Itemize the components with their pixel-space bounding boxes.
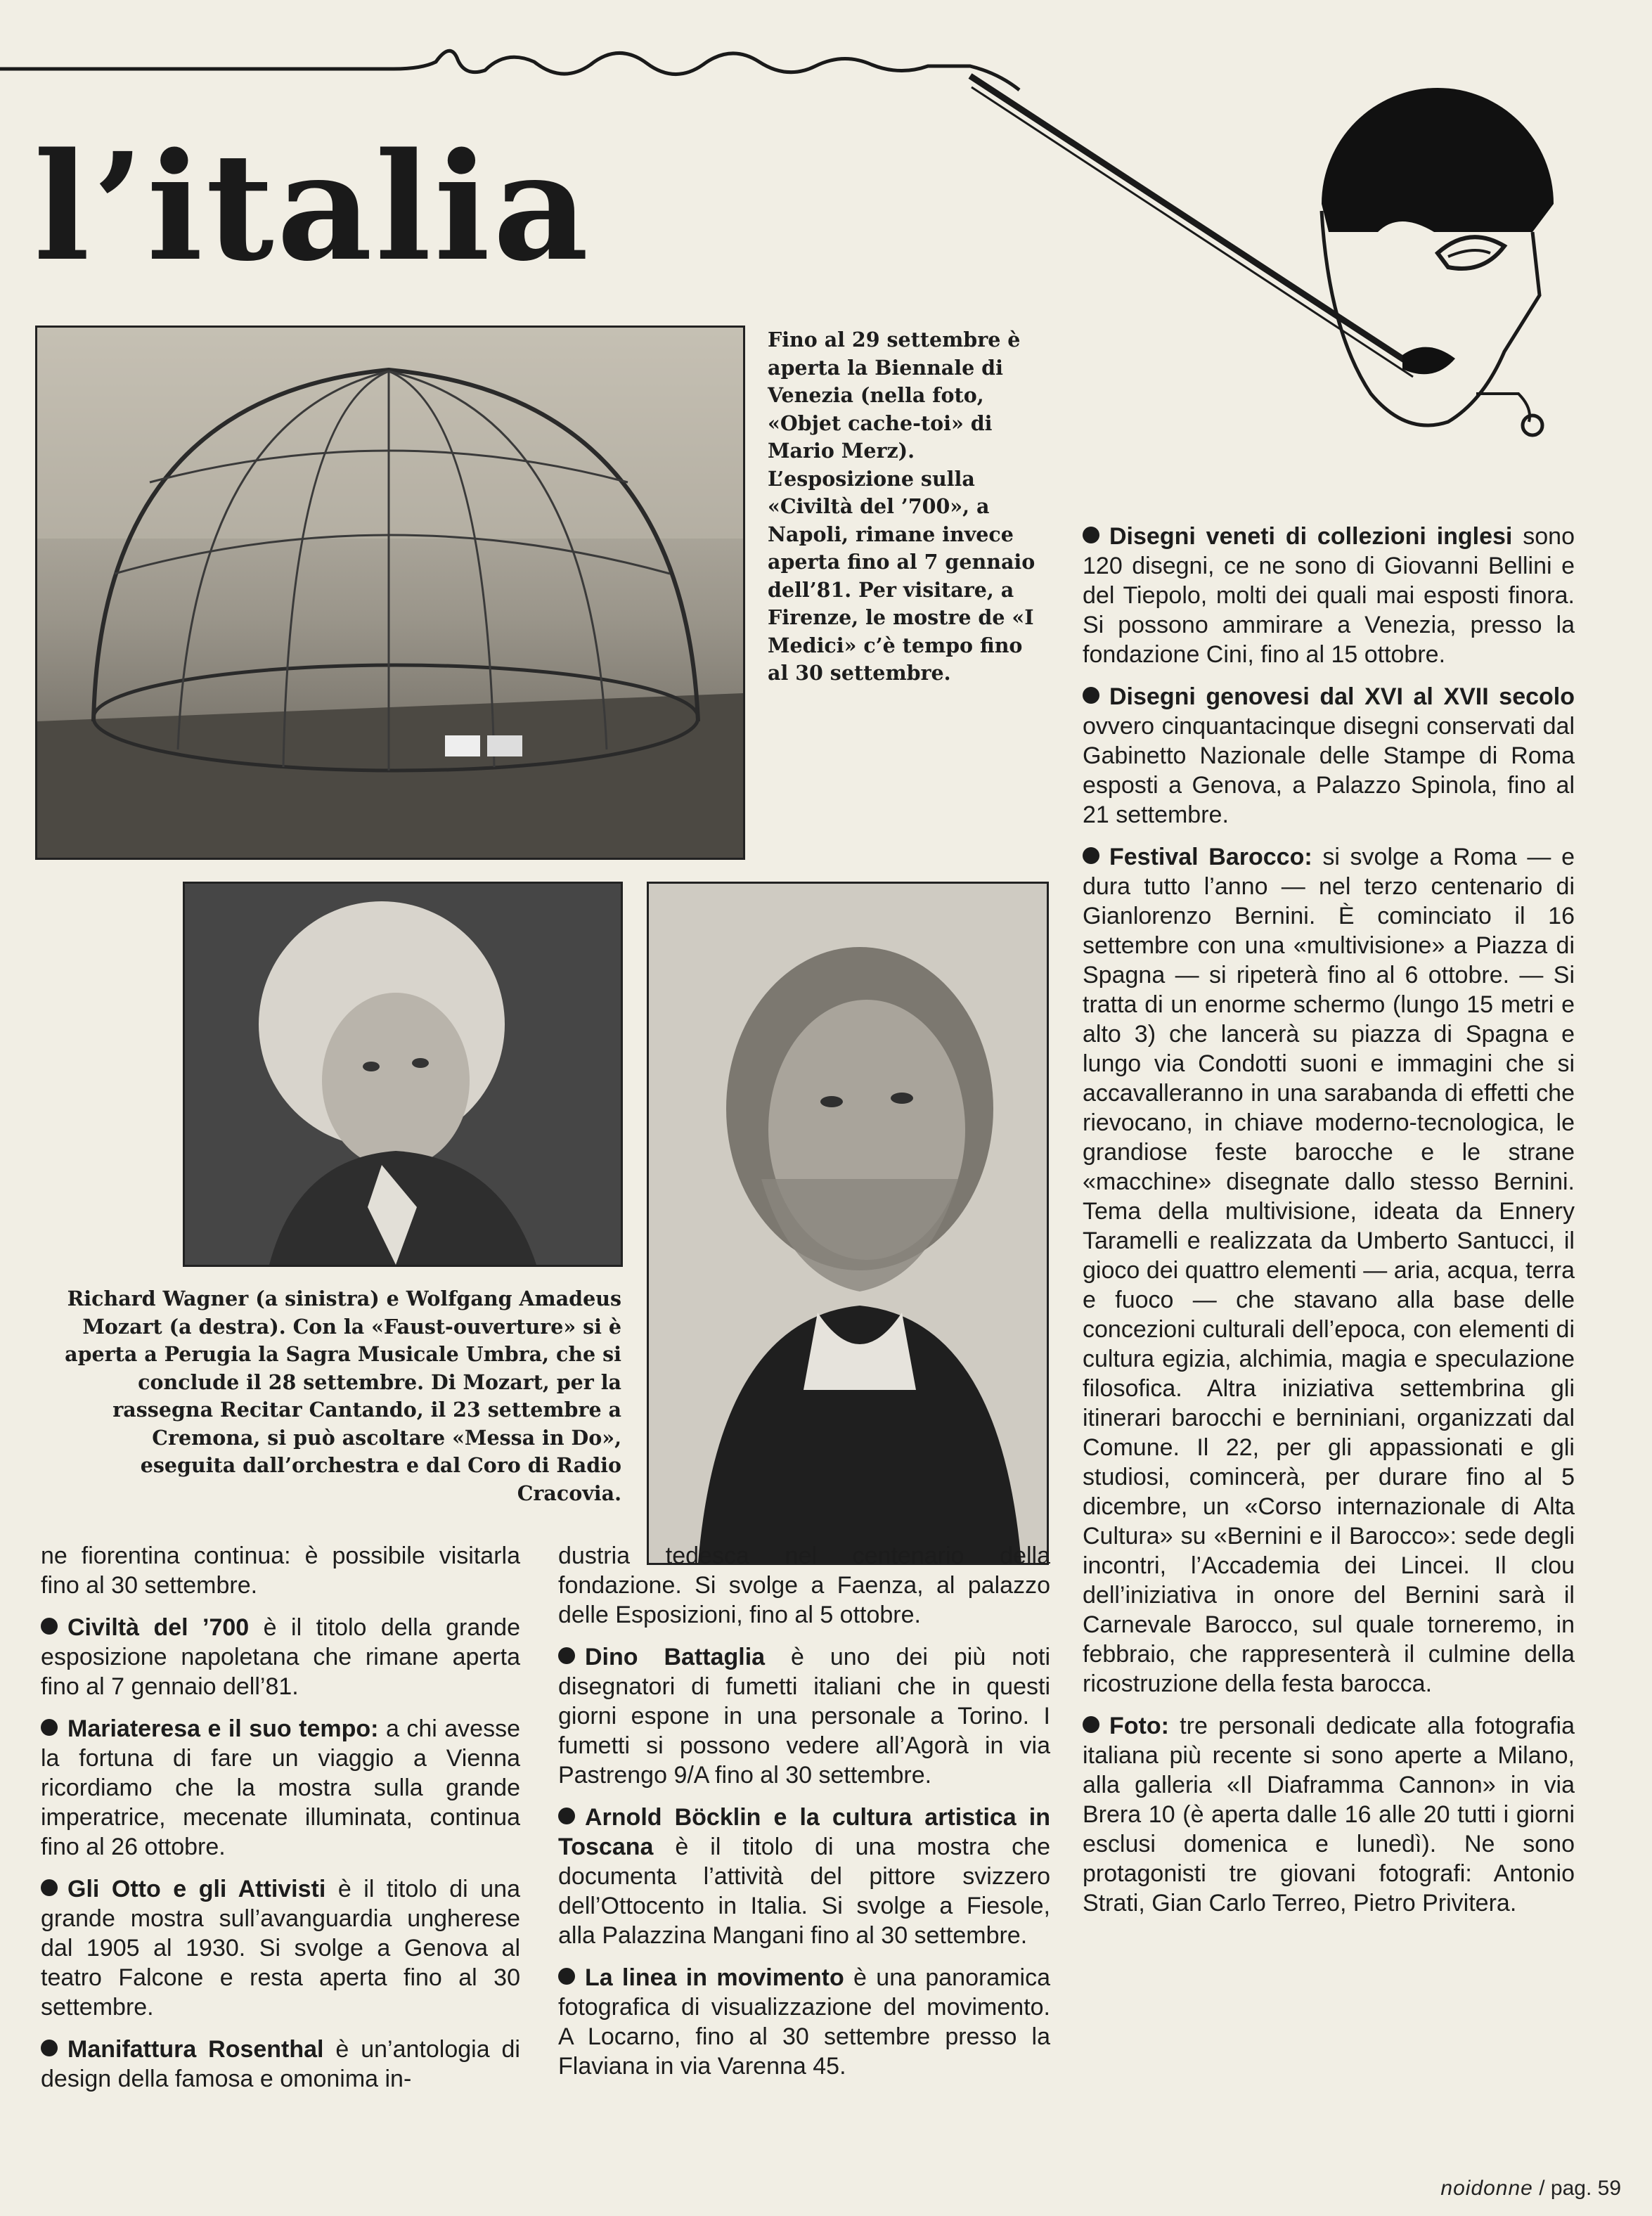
section-title: l’italia <box>34 120 592 294</box>
article-title: Dino Battaglia <box>585 1644 766 1670</box>
article-text: è un’antologia di design della famosa e omonima in- <box>41 2036 520 2092</box>
article-text: tre personali dedicate alla fotografia italiana più recente si sono aperte a Milano, alla galleria «Il Diaframma Cannon» in via Brera 10 (è aperta dalle 16 alle 20 tutti i giorni esclusi domenica e lunedì). Ne sono protagonisti tre giovani fotografi: Antonio Strati, Gian Carlo Terreo, Pietro Privitera. <box>1083 1713 1575 1917</box>
article-text: è uno dei più noti disegnatori di fumetti italiani che in questi giorni espone in una personale a Torino. I fumetti si possono vedere all’Agorà in via Pastrengo 9/A fino al 30 settembre. <box>558 1644 1050 1789</box>
article-item <box>1083 1711 1575 1918</box>
article-item <box>41 1874 520 2022</box>
decorative-wavy-line <box>0 51 1019 90</box>
page-footer <box>1440 2177 1621 2201</box>
pierrot-face-icon <box>970 76 1554 435</box>
bullet-icon <box>41 1879 58 1896</box>
caption-biennale: Fino al 29 settembre è aperta la Biennale di Venezia (nella foto, «Objet cache-toi» di Mario Merz). L’esposizione sulla «Civiltà del ’700», a Napoli, rimane invece aperta fino al 7 gennaio dell’81. Per visitare, a Firenze, le mostre de «I Medici» c’è tempo fino al 30 settembre. <box>768 328 1035 685</box>
article-text: è il titolo di una grande mostra sull’avanguardia ungherese dal 1905 al 1930. Si svolge a Genova al teatro Falcone e resta aperta fino al 30 settembre. <box>41 1876 520 2021</box>
article-item <box>1083 842 1575 1699</box>
bullet-icon <box>558 1647 575 1664</box>
column-right <box>1083 522 1575 1931</box>
bullet-icon <box>41 1719 58 1736</box>
article-title: Disegni genovesi dal XVI al XVII secolo <box>1109 683 1575 710</box>
photo-mozart-portrait <box>183 882 623 1267</box>
bullet-icon <box>41 1618 58 1635</box>
bullet-icon <box>1083 687 1099 704</box>
caption-composers: Richard Wagner (a sinistra) e Wolfgang Amadeus Mozart (a destra). Con la «Faust-ouverture» si è aperta a Perugia la Sagra Musicale Umbra, che si conclude il 28 settembre. Di Mozart, per la rassegna Recitar Cantando, il 23 settembre a Cremona, si può ascoltare «Messa in Do», eseguita dall’orchestra e dal Coro di Radio Cracovia. <box>65 1287 621 1505</box>
article-item <box>1083 682 1575 830</box>
photo-wagner-portrait <box>647 882 1049 1565</box>
article-title: Manifattura Rosenthal <box>67 2036 324 2063</box>
bullet-icon <box>1083 527 1099 543</box>
article-item <box>558 1963 1050 2081</box>
page-number: pag. 59 <box>1550 2177 1621 2200</box>
article-item <box>558 1541 1050 1630</box>
article-text: ovvero cinquantacinque disegni conservati dal Gabinetto Nazionale delle Stampe di Roma esposti a Genova, a Palazzo Spinola, fino al 21 settembre. <box>1083 713 1575 828</box>
article-title: Disegni veneti di collezioni inglesi <box>1109 523 1513 550</box>
article-text: sono 120 disegni, ce ne sono di Giovanni Bellini e del Tiepolo, molti dei quali mai esposti finora. Si possono ammirare a Venezia, presso la fondazione Cini, fino al 15 ottobre. <box>1083 523 1575 668</box>
article-text: dustria tedesca nel centenario della fondazione. Si svolge a Faenza, al palazzo delle Esposizioni, fino al 5 ottobre. <box>558 1542 1050 1628</box>
bullet-icon <box>558 1808 575 1824</box>
article-item <box>41 1714 520 1862</box>
article-item <box>41 1541 520 1600</box>
article-item <box>1083 522 1575 669</box>
article-text: è una panoramica fotografica di visualizzazione del movimento. A Locarno, fino al 30 settembre presso la Flaviana in via Varenna 45. <box>558 1964 1050 2080</box>
bullet-icon <box>41 2040 58 2056</box>
article-title: Gli Otto e gli Attivisti <box>67 1876 326 1902</box>
article-title: Foto: <box>1109 1713 1169 1739</box>
bullet-icon <box>1083 1716 1099 1733</box>
column-middle <box>558 1541 1050 2094</box>
article-text: si svolge a Roma — e dura tutto l’anno — nel terzo centenario di Gianlorenzo Bernini. È cominciato il 16 settembre con una «multivisione» a Piazza di Spagna — si ripeterà fino al 6 ottobre. — Si tratta di un enorme schermo (lungo 15 metri e alto 3) che lancerà su piazza di Spagna e lungo via Condotti suoni e immagini che si accavalleranno in una sarabanda di effetti che rievocano, in chiave moderno-tecnologica, le grandiose feste barocche e le strane «macchine» disegnate dallo stesso Bernini. Tema della multivisione, ideata da Ennery Taramelli e realizzata da Umberto Santucci, il gioco dei quattro elementi — aria, acqua, terra e fuoco — che stavano alla base delle concezioni culturali dell’epoca, con elementi di cultura egizia, alchimia, magia e speculazione filosofica. Altra iniziativa settembrina gli itinerari barocchi e berniniani, organizzati dal Comune. Il 22, per gli appassionati e gli studiosi, comincerà, per durare fino al 5 dicembre, un «Corso internazionale di Alta Cultura» su «Bernini e il Barocco»: sede degli incontri, l’Accademia dei Lincei. Il clou dell’iniziativa in onore del Bernini sarà il Carnevale Barocco, sul quale torneremo, in febbraio, che rappresenterà il culmine della ricostruzione della festa barocca. <box>1083 844 1575 1697</box>
column-left <box>41 1541 520 2106</box>
article-title: Civiltà del ’700 <box>67 1614 250 1641</box>
bullet-icon <box>558 1968 575 1985</box>
bullet-icon <box>1083 847 1099 864</box>
article-item <box>41 1613 520 1701</box>
article-text: a chi avesse la fortuna di fare un viaggio a Vienna ricordiamo che la mostra sulla grande imperatrice, mecenate illuminata, continua fino al 26 ottobre. <box>41 1715 520 1860</box>
article-title: Mariateresa e il suo tempo: <box>67 1715 379 1742</box>
article-item <box>558 1803 1050 1950</box>
article-title: La linea in movimento <box>585 1964 844 1991</box>
photo-biennale-dome <box>35 326 745 860</box>
article-item <box>41 2035 520 2094</box>
article-text: è il titolo della grande esposizione napoletana che rimane aperta fino al 7 gennaio dell’81. <box>41 1614 520 1700</box>
article-text: è il titolo di una mostra che documenta l’attività del pittore svizzero dell’Ottocento in Italia. Si svolge a Fiesole, alla Palazzina Mangani fino al 30 settembre. <box>558 1834 1050 1949</box>
footer-separator: / <box>1539 2177 1545 2200</box>
article-text: ne fiorentina continua: è possibile visitarla fino al 30 settembre. <box>41 1542 520 1599</box>
article-item <box>558 1642 1050 1790</box>
article-title: Arnold Böcklin e la cultura artistica in Toscana <box>558 1804 1050 1860</box>
magazine-name: noidonne <box>1440 2177 1533 2200</box>
article-title: Festival Barocco: <box>1109 844 1312 870</box>
